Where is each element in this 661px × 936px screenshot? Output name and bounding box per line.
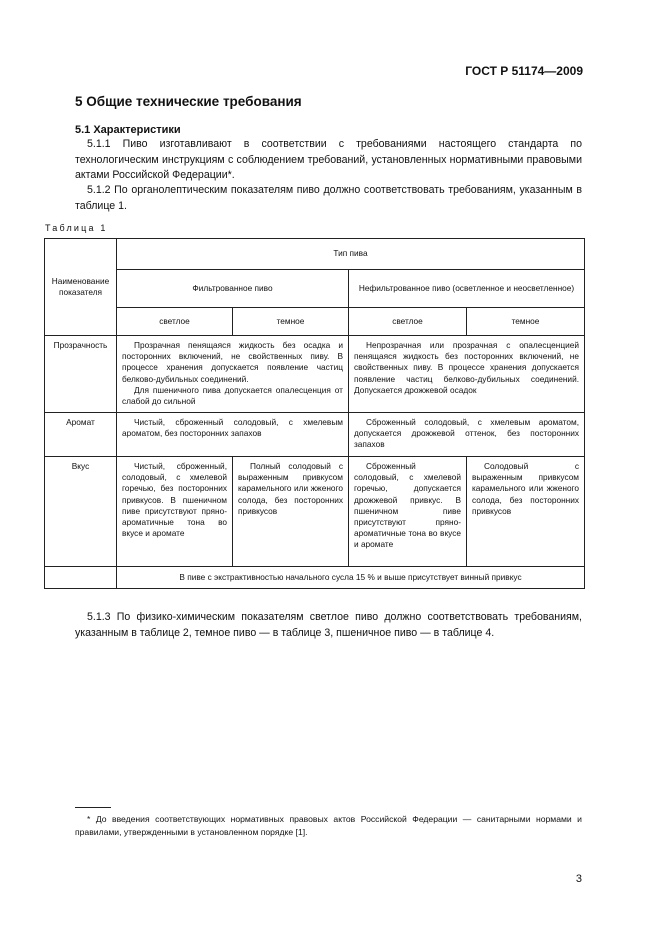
table-label: Таблица 1 [45, 223, 108, 233]
clarity-filtered: Прозрачная пенящаяся жидкость без осадка и посторонних включений, не свойственных пиву. В процессе хранения допускается появление частиц белково-дубильных соединений. Для пшеничного пива допускается опалесценция от слабой до сильной [117, 336, 349, 413]
row-name-taste: Вкус [45, 457, 117, 567]
page-number: 3 [575, 873, 582, 885]
header-light-unfiltered: светлое [349, 308, 467, 336]
table-row [45, 567, 585, 589]
table-row [45, 457, 585, 567]
header-dark-unfiltered: темное [467, 308, 585, 336]
header-unfiltered: Нефильтрованное пиво (осветленное и неосветленное) [349, 270, 585, 308]
header-light-filtered: светлое [117, 308, 233, 336]
subsection-title: 5.1 Характеристики [75, 124, 181, 136]
header-indicator: Наименование показателя [45, 239, 117, 336]
header-beer-type: Тип пива [117, 239, 585, 270]
aroma-unfiltered: Сброженный солодовый, с хмелевым ароматом, допускается дрожжевой оттенок, без посторонних запахов [349, 413, 585, 457]
document-code: ГОСТ Р 51174—2009 [465, 64, 583, 78]
row-name-aroma: Аромат [45, 413, 117, 457]
organoleptic-table [44, 238, 585, 589]
note-empty-cell [45, 567, 117, 589]
paragraph-5-1-3: 5.1.3 По физико-химическим показателям светлое пиво должно соответствовать требованиям, указанным в таблице 2, темное пиво — в таблице 3, пшеничное пиво — в таблице 4. [75, 611, 582, 639]
paragraph-5-1-1: 5.1.1 Пиво изготавливают в соответствии с требованиями настоящего стандарта по технологическим инструкциям с соблюдением требований, установленных нормативными правовыми актами Российской Федерации*. [75, 138, 582, 181]
taste-unfiltered-dark: Солодовый с выраженным привкусом карамельного или жженого солода, без посторонних привкусов [467, 457, 585, 567]
footnote: * До введения соответствующих нормативных правовых актов Российской Федерации — санитарными нормами и правилами, утвержденными в установленном порядке [1]. [75, 814, 582, 837]
header-dark-filtered: темное [233, 308, 349, 336]
paragraph-5-1-2: 5.1.2 По органолептическим показателям пиво должно соответствовать требованиям, указанным в таблице 1. [75, 184, 582, 212]
wine-taste-note: В пиве с экстрактивностью начального сусла 15 % и выше присутствует винный привкус [117, 567, 585, 589]
taste-filtered-dark: Полный солодовый с выраженным привкусом карамельного или жженого солода, без посторонних привкусов [233, 457, 349, 567]
section-title: 5 Общие технические требования [75, 94, 302, 109]
footnote-divider [75, 807, 111, 808]
table-row [45, 336, 585, 413]
row-name-clarity: Прозрачность [45, 336, 117, 413]
taste-unfiltered-light: Сброженный солодовый, с хмелевой горечью, допускается дрожжевой привкус. В пшеничном пиве присутствуют пряно-ароматичные тона во вкусе и аромате [349, 457, 467, 567]
table-row [45, 413, 585, 457]
aroma-filtered: Чистый, сброженный солодовый, с хмелевым ароматом, без посторонних запахов [117, 413, 349, 457]
header-filtered: Фильтрованное пиво [117, 270, 349, 308]
clarity-unfiltered: Непрозрачная или прозрачная с опалесценцией пенящаяся жидкость без посторонних включений, не свойственных пиву. В процессе хранения допускается появление частиц белково-дубильных соединений. Допускается дрожжевой осадок [349, 336, 585, 413]
taste-filtered-light: Чистый, сброженный, солодовый, с хмелевой горечью, без посторонних привкусов. В пшеничном пиве присутствуют пряно-ароматичные тона во вкусе и аромате [117, 457, 233, 567]
